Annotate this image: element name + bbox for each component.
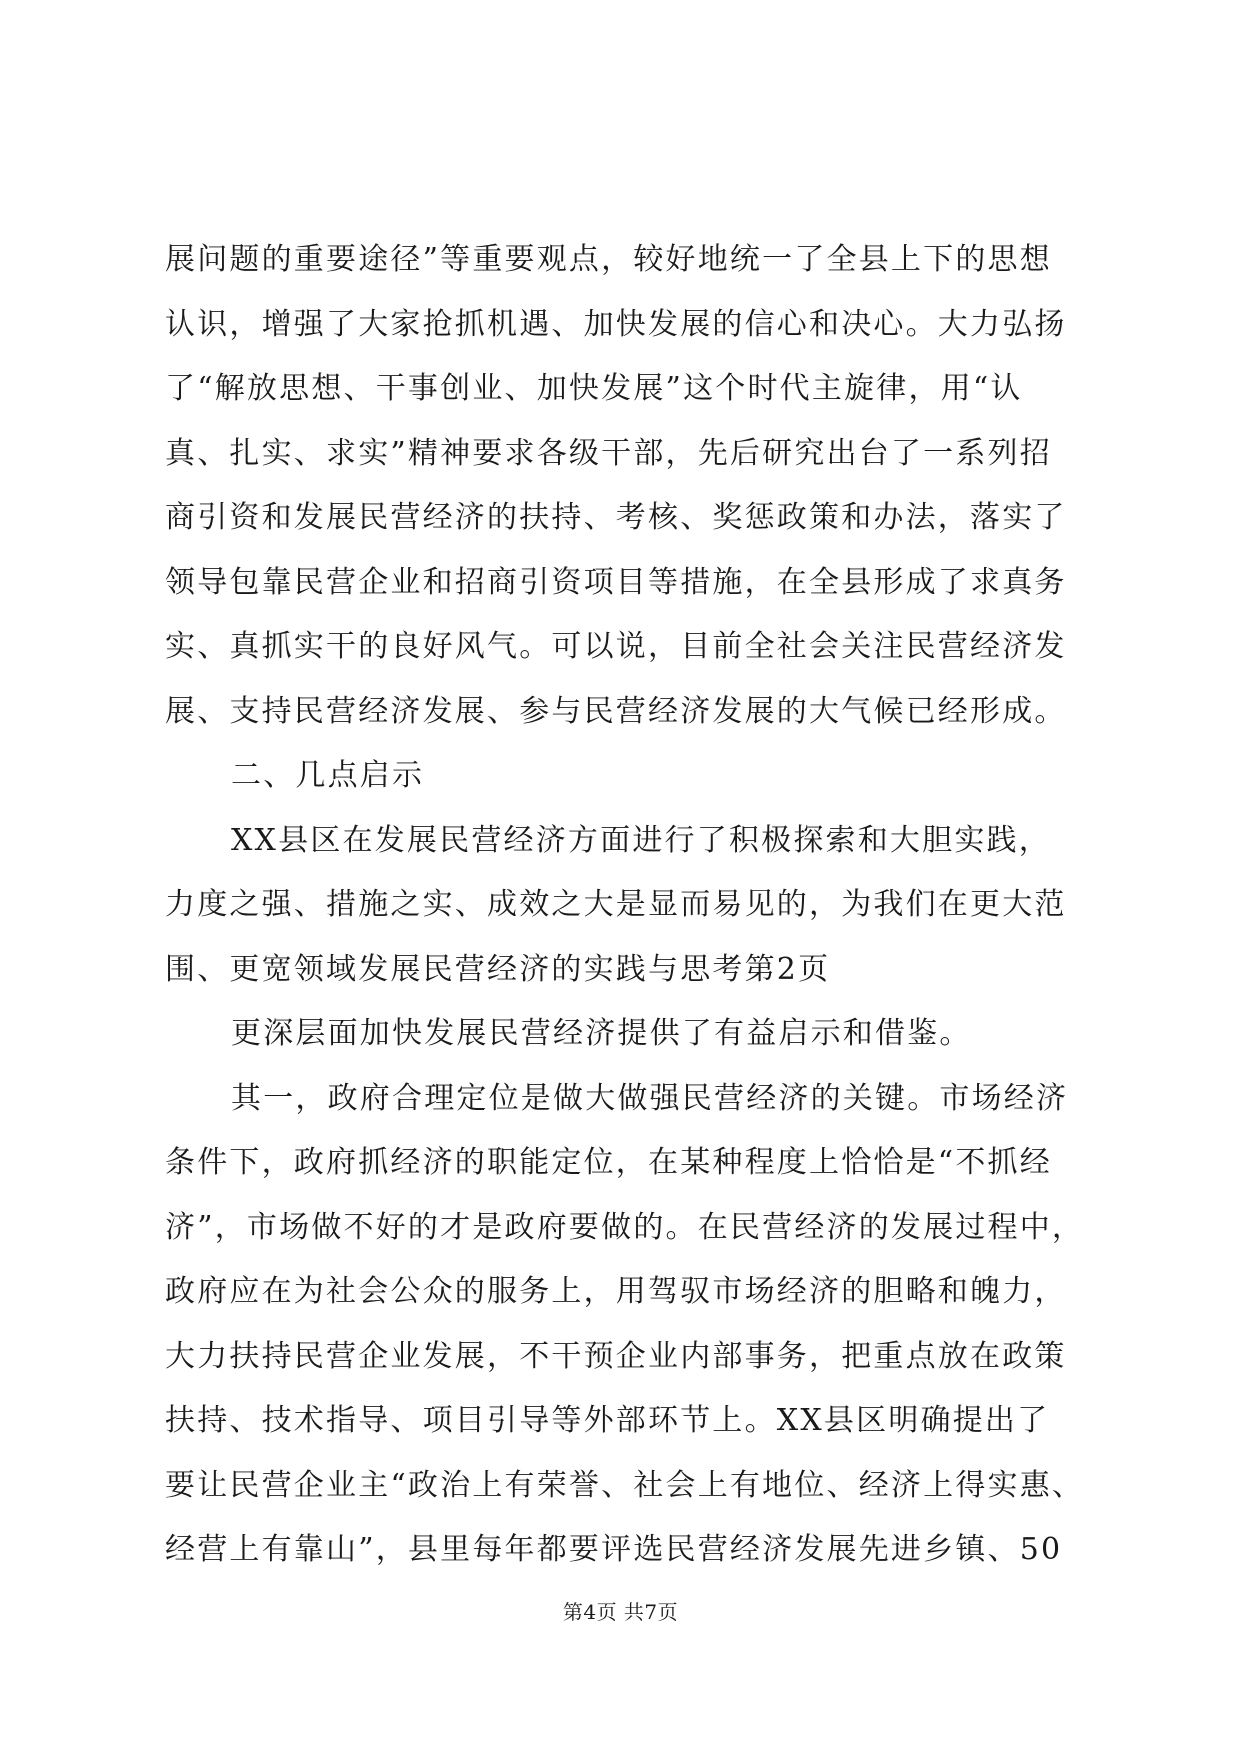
text-line: 条件下，政府抓经济的职能定位，在某种程度上恰恰是“不抓经 bbox=[165, 1145, 1052, 1180]
text-line: 领导包靠民营企业和招商引资项目等措施，在全县形成了求真务 bbox=[165, 564, 1067, 600]
paragraph-start-line: 其一，政府合理定位是做大做强民营经济的关键。市场经济 bbox=[231, 1080, 1069, 1116]
text-line: 大力扶持民营企业发展，不干预企业内部事务，把重点放在政策 bbox=[165, 1338, 1067, 1374]
page-number-label: 第4页 共7页 bbox=[562, 1600, 679, 1624]
text-line: 实、真抓实干的良好风气。可以说，目前全社会关注民营经济发 bbox=[165, 629, 1067, 664]
text-line: 济”，市场做不好的才是政府要做的。在民营经济的发展过程中， bbox=[165, 1209, 1085, 1245]
paragraph-start-line: XX县区在发展民营经济方面进行了积极探索和大胆实践， bbox=[231, 822, 1051, 858]
text-line: 展问题的重要途径”等重要观点，较好地统一了全县上下的思想 bbox=[165, 242, 1052, 277]
text-line: 真、扎实、求实”精神要求各级干部，先后研究出台了一系列招 bbox=[165, 435, 1052, 471]
body-text bbox=[165, 228, 1095, 1583]
text-line: 经营上有靠山”，县里每年都要评选民营经济发展先进乡镇、50 bbox=[165, 1532, 1063, 1567]
text-line: 商引资和发展民营经济的扶持、考核、奖惩政策和办法，落实了 bbox=[165, 500, 1067, 535]
text-line: 政府应在为社会公众的服务上，用驾驭市场经济的胆略和魄力， bbox=[165, 1274, 1067, 1309]
paragraph-start-line: 更深层面加快发展民营经济提供了有益启示和借鉴。 bbox=[231, 1016, 972, 1051]
text-line: 认识，增强了大家抢抓机遇、加快发展的信心和决心。大力弘扬 bbox=[165, 306, 1067, 342]
text-line: 扶持、技术指导、项目引导等外部环节上。XX县区明确提出了 bbox=[165, 1403, 1050, 1438]
text-line: 要让民营企业主“政治上有荣誉、社会上有地位、经济上得实惠、 bbox=[165, 1467, 1085, 1503]
text-line: 展、支持民营经济发展、参与民营经济发展的大气候已经形成。 bbox=[165, 693, 1067, 729]
section-heading: 二、几点启示 bbox=[231, 758, 425, 793]
text-line: 围、更宽领域发展民营经济的实践与思考第2页 bbox=[165, 951, 831, 987]
text-line: 了“解放思想、干事创业、加快发展”这个时代主旋律，用“认 bbox=[165, 371, 1023, 406]
text-line: 力度之强、措施之实、成效之大是显而易见的，为我们在更大范 bbox=[165, 887, 1067, 922]
page-footer bbox=[0, 1596, 1241, 1625]
